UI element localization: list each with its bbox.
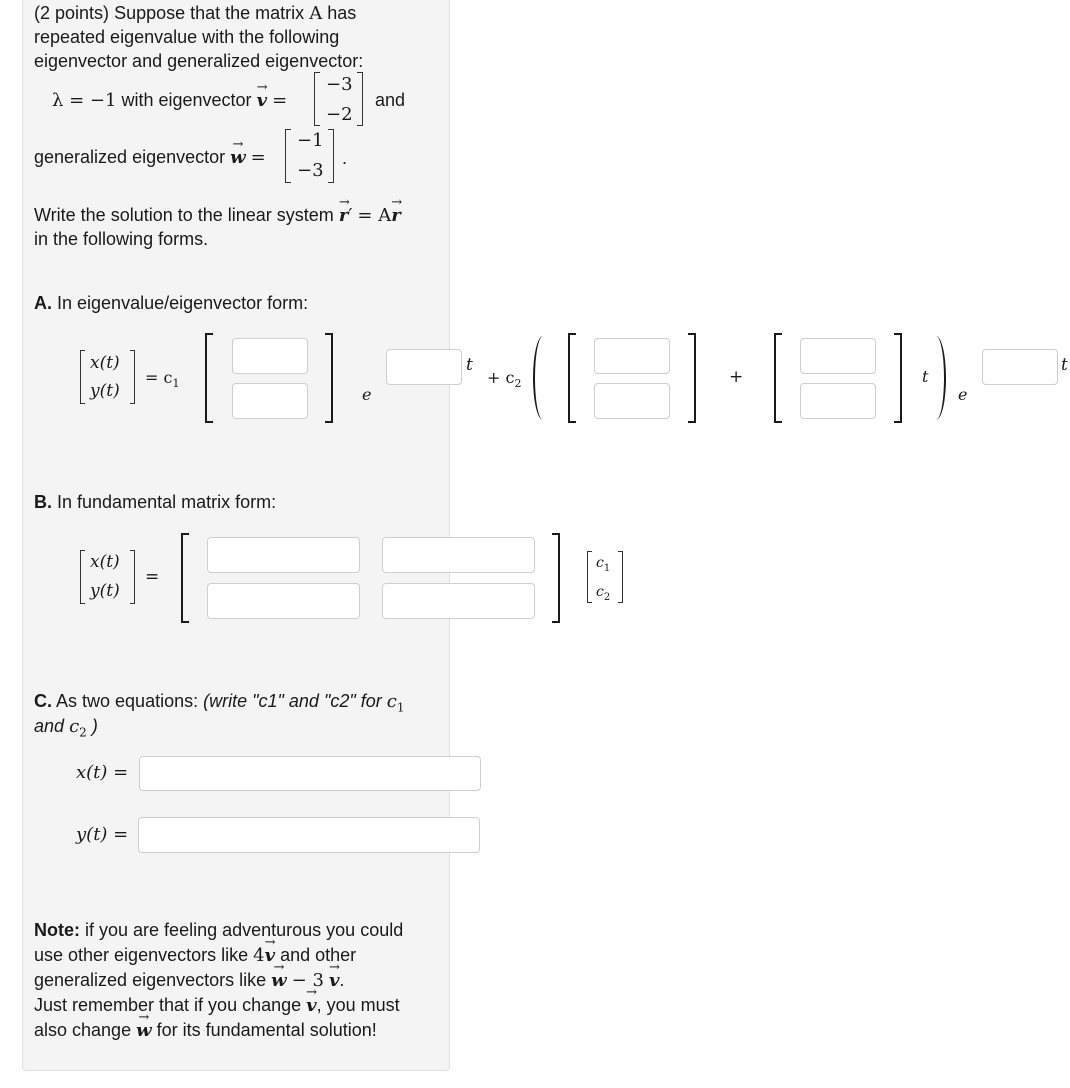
- v-left-bracket: [314, 72, 320, 126]
- note-line3: generalized eigenvectors like → w − 3 → v.: [34, 968, 344, 994]
- v-top-entry: −3: [326, 74, 353, 95]
- w-bottom-entry: −3: [297, 160, 324, 181]
- w-vector-symbol: → w: [230, 146, 246, 171]
- system-line2: in the following forms.: [34, 229, 209, 249]
- a-x-of-t: x(t): [90, 353, 120, 373]
- problem-intro-line1: (2 points) Suppose that the matrix A has: [34, 3, 357, 24]
- a-vec2-bottom-input[interactable]: [594, 383, 670, 419]
- part-c-hint-line2: and $c_2$ ): [34, 716, 98, 740]
- b-matrix-r1c2-input[interactable]: [382, 537, 535, 573]
- a-vec3-left-bracket: [774, 333, 782, 423]
- b-xy-left-bracket: [80, 550, 85, 604]
- part-a-heading: A. In eigenvalue/eigenvector form:: [34, 293, 309, 313]
- problem-intro-line2: repeated eigenvalue with the following: [34, 27, 340, 47]
- part-b-heading: B. In fundamental matrix form:: [34, 492, 277, 512]
- a-close-paren: [926, 336, 946, 420]
- b-matrix-right-bracket: [552, 533, 560, 623]
- c-x-equation-input[interactable]: [139, 756, 481, 791]
- system-line1: Write the solution to the linear system → r′ = A→ r: [34, 203, 401, 229]
- b-matrix-r1c1-input[interactable]: [207, 537, 360, 573]
- note-line1: Note: if you are feeling adventurous you could: [34, 920, 404, 940]
- a-vec3-right-bracket: [894, 333, 902, 423]
- b-matrix-r2c2-input[interactable]: [382, 583, 535, 619]
- a-vec2-left-bracket: [568, 333, 576, 423]
- part-c-heading: C. As two equations: (write "c1" and "c2" for $c_1$: [34, 691, 405, 715]
- matrix-symbol: A: [309, 3, 323, 24]
- c-y-label: y(t) =: [76, 824, 129, 845]
- note-line5: also change → w for its fundamental solution!: [34, 1018, 377, 1044]
- a-vec3-top-input[interactable]: [800, 338, 876, 374]
- a-y-of-t: y(t): [90, 381, 120, 401]
- note-line4: Just remember that if you change → v, you must: [34, 993, 400, 1019]
- b-c-left-bracket: [587, 551, 592, 603]
- w-right-bracket: [328, 129, 334, 183]
- eigenvalue: λ = −1: [52, 90, 117, 111]
- v-vector-symbol: → v: [257, 89, 267, 114]
- a-xy-right-bracket: [130, 350, 135, 404]
- a-xy-left-bracket: [80, 350, 85, 404]
- c-y-equation-input[interactable]: [138, 817, 480, 853]
- b-c-right-bracket: [618, 551, 623, 603]
- a-vec2-right-bracket: [688, 333, 696, 423]
- v-right-bracket: [357, 72, 363, 126]
- w-left-bracket: [285, 129, 291, 183]
- note-line2: use other eigenvectors like 4→ v and other: [34, 943, 356, 969]
- w-top-entry: −1: [297, 130, 324, 151]
- a-vec1-left-bracket: [205, 333, 213, 423]
- a-vec1-top-input[interactable]: [232, 338, 308, 374]
- a-eq-c1: = $c_1$: [145, 368, 180, 391]
- points-label: (2 points): [34, 3, 110, 23]
- v-bottom-entry: −2: [326, 104, 353, 125]
- b-xy-right-bracket: [130, 550, 135, 604]
- a-vec3-bottom-input[interactable]: [800, 383, 876, 419]
- b-matrix-left-bracket: [181, 533, 189, 623]
- b-x-of-t: x(t): [90, 552, 120, 572]
- r-vector-symbol: → r: [339, 204, 348, 229]
- b-y-of-t: y(t): [90, 581, 120, 601]
- a-plus-c2: + $c_2$: [487, 368, 522, 391]
- generalized-eigenvector-line: generalized eigenvector → w =: [34, 145, 266, 171]
- b-c2: $c_2$: [596, 584, 611, 603]
- a-exponent1-input[interactable]: [386, 349, 462, 385]
- b-c1: $c_1$: [596, 555, 611, 574]
- a-open-paren: [533, 336, 553, 420]
- a-vec2-top-input[interactable]: [594, 338, 670, 374]
- problem-intro-line3: eigenvector and generalized eigenvector:: [34, 51, 364, 71]
- a-exp-base-1: e: [362, 385, 372, 404]
- a-exp-base-2: e: [958, 385, 968, 404]
- a-vec1-right-bracket: [325, 333, 333, 423]
- a-exponent2-input[interactable]: [982, 349, 1058, 385]
- c-x-label: x(t) =: [76, 762, 129, 783]
- a-vec1-bottom-input[interactable]: [232, 383, 308, 419]
- b-matrix-r2c1-input[interactable]: [207, 583, 360, 619]
- eigenvalue-line: λ = −1 with eigenvector → v =: [52, 88, 287, 114]
